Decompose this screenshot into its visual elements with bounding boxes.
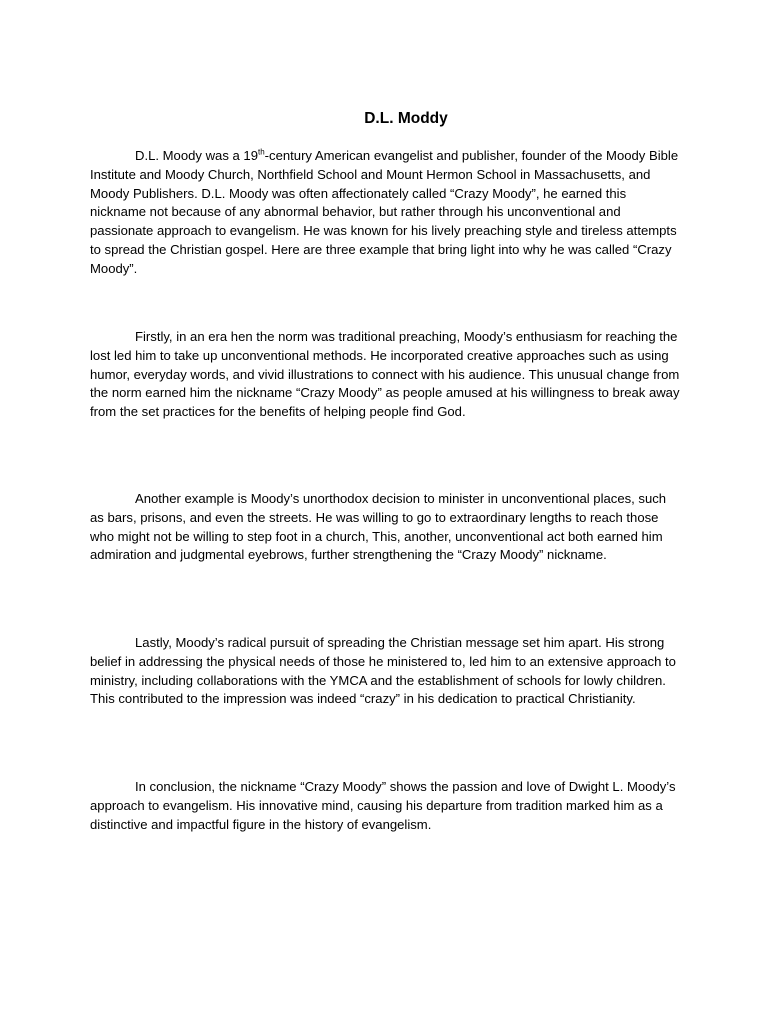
paragraph-lastly: Lastly, Moody’s radical pursuit of spreading the Christian message set him apart. His strong belief in addressing the physical needs of those he ministered to, led him to an extensive approach to ministry, including collaborations with the YMCA and the establishment of schools for lowly children. This contributed to the impression was indeed “crazy” in his dedication to practical Christianity. [90, 635, 676, 707]
intro-text-rest: -century American evangelist and publisher, founder of the Moody Bible Institute and Moody Church, Northfield School and Mount Hermon School in Massachusetts, and Moody Publishers. D.L. Moody was often affectionately called “Crazy Moody”, he earned this nickname not because of any abnormal behavior, but rather through his unconventional and passionate approach to evangelism. He was known for his lively preaching style and tireless attempts to spread the Christian gospel. Here are three example that bring light into why he was called “Crazy Moody”. [90, 148, 679, 276]
paragraph-firstly: Firstly, in an era hen the norm was traditional preaching, Moody’s enthusiasm for reaching the lost led him to take up unconventional methods. He incorporated creative approaches such as using humor, everyday words, and vivid illustrations to connect with his audience. This unusual change from the norm earned him the nickname “Crazy Moody” as people amused at his willingness to break away from the set practices for the benefits of helping people find God. [90, 329, 680, 420]
paragraph-intro [90, 147, 680, 279]
intro-text-start: D.L. Moody was a 19 [135, 148, 258, 163]
paragraph-conclusion: In conclusion, the nickname “Crazy Moody” shows the passion and love of Dwight L. Moody’s approach to evangelism. His innovative mind, causing his departure from tradition marked him as a distinctive and impactful figure in the history of evangelism. [90, 779, 676, 832]
document-title: D.L. Moddy [364, 110, 448, 127]
paragraph-another-example: Another example is Moody’s unorthodox decision to minister in unconventional places, such as bars, prisons, and even the streets. He was willing to go to extraordinary lengths to reach those who might not be willing to step foot in a church, This, another, unconventional act both earned him admiration and judgmental eyebrows, further strengthening the “Crazy Moody” nickname. [90, 491, 667, 563]
ordinal-superscript: th [258, 147, 265, 157]
